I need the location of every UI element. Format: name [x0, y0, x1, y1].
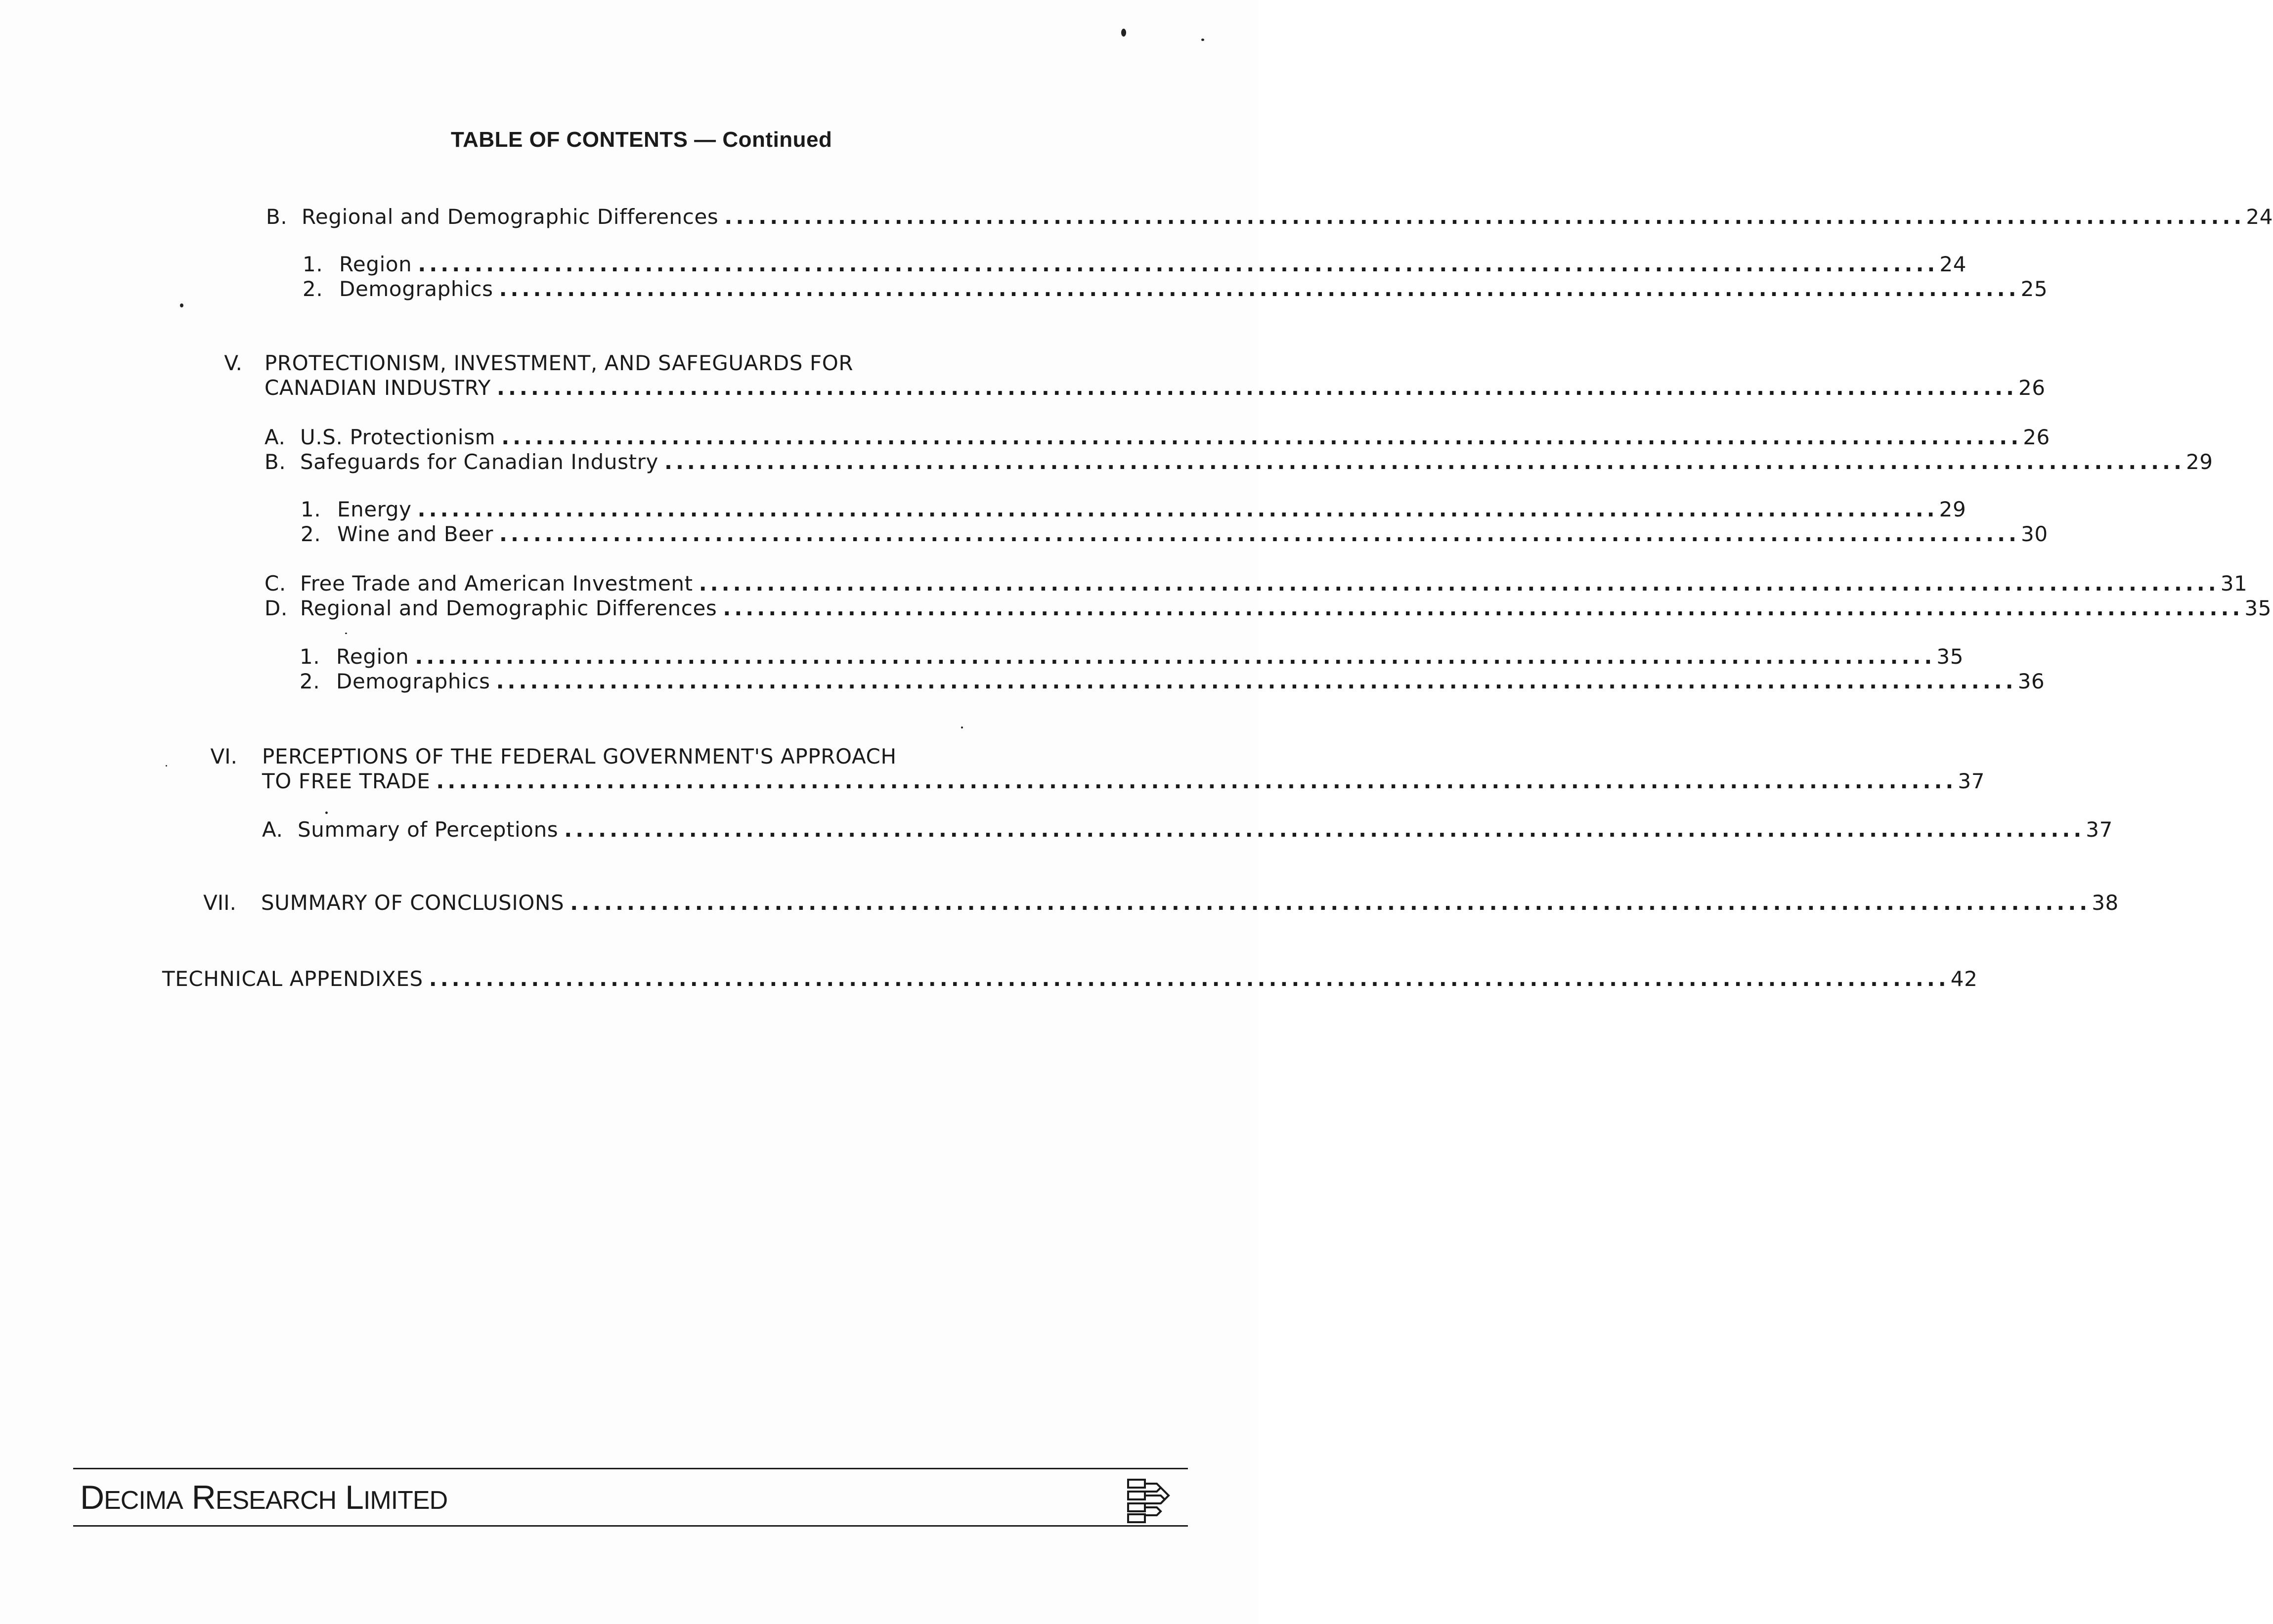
- toc-entry-label: 1.: [301, 497, 321, 521]
- toc-page-number: 29: [2186, 450, 2213, 474]
- toc-page-number: 25: [2020, 277, 2048, 301]
- toc-entry-label: B.: [264, 450, 286, 474]
- scan-speck: [961, 727, 963, 728]
- toc-entry: [300, 669, 2045, 694]
- toc-entry-text: Region: [339, 252, 412, 276]
- dot-leader: ......................................................................................................................................: [501, 425, 2022, 449]
- section-numeral: V.: [224, 351, 242, 375]
- toc-entry-label: 2.: [303, 277, 323, 301]
- scan-speck: [1121, 29, 1126, 37]
- decima-logo-icon: [1126, 1477, 1176, 1524]
- toc-page-number: 24: [1939, 252, 1967, 276]
- dot-leader: ......................................................................................................................................: [664, 450, 2185, 474]
- toc-entry-text: Region: [336, 644, 409, 669]
- toc-page-number: 29: [1939, 497, 1967, 521]
- toc-page-number: 37: [1958, 769, 1985, 793]
- toc-entry: [303, 252, 1967, 277]
- dot-leader: ......................................................................................................................................: [499, 277, 2020, 301]
- dot-leader: ......................................................................................................................................: [415, 644, 1936, 669]
- toc-entry-label: C.: [264, 571, 286, 596]
- toc-entry-label: A.: [262, 817, 283, 842]
- scan-speck: [180, 303, 183, 307]
- toc-entry: [301, 522, 2048, 547]
- dot-leader: ......................................................................................................................................: [497, 376, 2017, 400]
- toc-entry: [300, 644, 1964, 669]
- toc-entry-label: 1.: [300, 644, 320, 669]
- dot-leader: ......................................................................................................................................: [436, 769, 1957, 793]
- toc-entry-text: Free Trade and American Investment: [300, 571, 693, 596]
- section-numeral: VI.: [210, 744, 237, 769]
- toc-entry-text: Regional and Demographic Differences: [300, 596, 717, 620]
- toc-entry-text: Demographics: [336, 669, 490, 693]
- scan-speck: [1201, 39, 1204, 41]
- toc-entry: [262, 769, 1985, 794]
- toc-page-number: 30: [2021, 522, 2048, 546]
- toc-entry-text: Safeguards for Canadian Industry: [300, 450, 658, 474]
- toc-entry-label: 2.: [300, 669, 320, 693]
- dot-leader: ......................................................................................................................................: [429, 967, 1950, 991]
- scan-speck: [345, 633, 347, 634]
- dot-leader: ......................................................................................................................................: [570, 891, 2091, 915]
- toc-entry: [264, 450, 2213, 474]
- toc-entry: [301, 497, 1967, 522]
- dot-leader: ......................................................................................................................................: [499, 522, 2020, 546]
- footer-top-rule: [73, 1468, 1188, 1469]
- toc-entry: [264, 376, 2046, 400]
- toc-entry-label: 1.: [303, 252, 323, 276]
- toc-entry-text: TECHNICAL APPENDIXES: [162, 967, 423, 991]
- toc-page-number: 37: [2086, 817, 2113, 842]
- toc-entry-text: CANADIAN INDUSTRY: [264, 376, 491, 400]
- toc-entry-text: Energy: [337, 497, 412, 521]
- toc-page-number: 38: [2092, 891, 2119, 915]
- toc-entry: [303, 277, 2048, 301]
- toc-entry: [261, 891, 2119, 915]
- toc-entry: [262, 817, 2113, 842]
- toc-entry: [264, 571, 2248, 596]
- dot-leader: ......................................................................................................................................: [418, 252, 1939, 276]
- dot-leader: ......................................................................................................................................: [724, 205, 2245, 229]
- toc-page-number: 35: [2244, 596, 2272, 620]
- dot-leader: ......................................................................................................................................: [564, 817, 2085, 842]
- page-heading: TABLE OF CONTENTS — Continued: [451, 128, 832, 152]
- toc-entry-label: A.: [264, 425, 286, 449]
- toc-entry-text: Summary of Perceptions: [298, 817, 559, 842]
- section-heading-line: PROTECTIONISM, INVESTMENT, AND SAFEGUARDS FOR: [264, 351, 854, 375]
- toc-page-number: 26: [2018, 376, 2046, 400]
- toc-entry-text: Demographics: [339, 277, 493, 301]
- dot-leader: ......................................................................................................................................: [417, 497, 1938, 521]
- toc-entry: [264, 596, 2272, 621]
- toc-entry-label: 2.: [301, 522, 321, 546]
- toc-page-number: 31: [2220, 571, 2248, 596]
- scan-speck: [325, 812, 328, 814]
- toc-page-number: 35: [1936, 644, 1964, 669]
- dot-leader: ......................................................................................................................................: [699, 571, 2220, 596]
- toc-entry-text: Regional and Demographic Differences: [302, 205, 719, 229]
- toc-entry-text: TO FREE TRADE: [262, 769, 431, 793]
- toc-entry-label: D.: [264, 596, 288, 620]
- section-heading-line: PERCEPTIONS OF THE FEDERAL GOVERNMENT'S APPROACH: [262, 744, 897, 769]
- dot-leader: ......................................................................................................................................: [723, 596, 2244, 620]
- toc-entry-text: SUMMARY OF CONCLUSIONS: [261, 891, 565, 915]
- toc-page-number: 36: [2017, 669, 2045, 693]
- toc-entry-label: B.: [266, 205, 288, 229]
- toc-entry: [264, 425, 2050, 450]
- toc-entry: [266, 205, 2273, 229]
- toc-entry: [162, 967, 1978, 991]
- toc-entry-text: U.S. Protectionism: [300, 425, 496, 449]
- toc-entry-text: Wine and Beer: [337, 522, 494, 546]
- toc-page-number: 26: [2023, 425, 2050, 449]
- toc-page-number: 24: [2246, 205, 2273, 229]
- dot-leader: ......................................................................................................................................: [496, 669, 2017, 693]
- scan-speck: [166, 765, 167, 767]
- toc-page-number: 42: [1950, 967, 1978, 991]
- section-numeral: VII.: [203, 891, 236, 915]
- footer-bottom-rule: [73, 1525, 1188, 1527]
- company-name: DECIMA RESEARCH LIMITED: [80, 1479, 448, 1516]
